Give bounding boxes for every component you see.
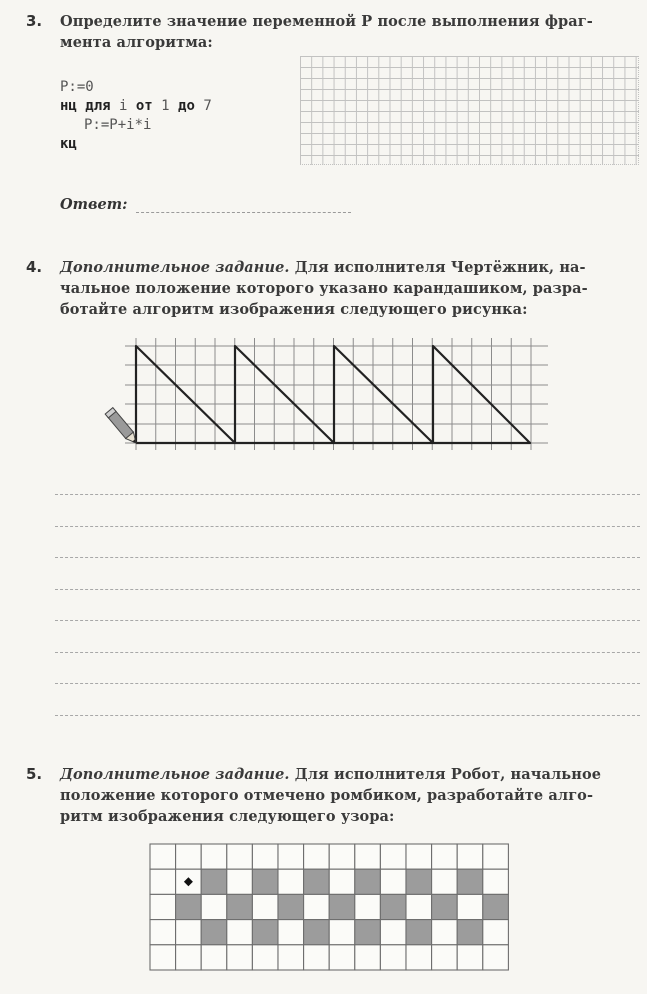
writing-line[interactable] (55, 589, 640, 590)
task-5-number: 5. (26, 765, 43, 783)
task-4-number: 4. (26, 258, 43, 276)
code-keyword-loop: нц для (60, 98, 111, 114)
grid-cell (252, 894, 278, 919)
grid-cell (227, 945, 253, 970)
grid-cell-shaded (457, 869, 483, 894)
writing-line[interactable] (55, 652, 640, 653)
grid-cell (457, 844, 483, 869)
grid-cell (150, 945, 176, 970)
grid-cell (278, 869, 304, 894)
grid-cell (201, 844, 227, 869)
grid-cell (457, 945, 483, 970)
writing-line[interactable] (55, 494, 640, 495)
task-5-line-1-rest: Для исполнителя Робот, начальное (289, 766, 602, 783)
grid-cell-shaded (432, 894, 458, 919)
grid-cell-shaded (355, 869, 381, 894)
task-5-line-2: положение которого отмечено ромбиком, разработайте алго- (60, 787, 594, 804)
grid-cell (380, 920, 406, 945)
task-5-label-additional: Дополнительное задание. (60, 766, 290, 783)
grid-cell (252, 945, 278, 970)
grid-cell (304, 894, 330, 919)
grid-cell-shaded (304, 920, 330, 945)
grid-cell (329, 945, 355, 970)
grid-cell (201, 894, 227, 919)
grid-cell-shaded (406, 869, 432, 894)
grid-cell (355, 844, 381, 869)
grid-cell (304, 945, 330, 970)
grid-cell (304, 844, 330, 869)
writing-line[interactable] (55, 715, 640, 716)
grid-cell-shaded (355, 920, 381, 945)
task-4-label-additional: Дополнительное задание. (60, 259, 290, 276)
task-3-line-2: мента алгоритма: (60, 34, 213, 51)
grid-cell (380, 844, 406, 869)
scratch-grid (300, 56, 639, 165)
grid-cell-shaded (227, 894, 253, 919)
code-line-1: P:=0 (60, 79, 94, 95)
task-4-figure (0, 330, 647, 470)
grid-cell (227, 869, 253, 894)
grid-cell-shaded (380, 894, 406, 919)
grid-cell-shaded (329, 894, 355, 919)
grid-cell (252, 844, 278, 869)
code-keyword-from: от (135, 98, 153, 114)
grid-cell (432, 869, 458, 894)
grid-cell (227, 844, 253, 869)
code-from-value: 1 (152, 98, 179, 114)
grid-cell (329, 844, 355, 869)
pencil-icon (105, 408, 140, 447)
grid-cell (201, 945, 227, 970)
answer-field[interactable] (136, 198, 351, 213)
grid-cell-shaded (252, 920, 278, 945)
grid-cell (150, 920, 176, 945)
task-4-line-2: чальное положение которого указано карандашиком, разра- (60, 280, 588, 297)
grid-cell (150, 844, 176, 869)
grid-cell (406, 945, 432, 970)
code-to-value: 7 (194, 98, 212, 114)
grid-cell (329, 869, 355, 894)
grid-cell (176, 844, 202, 869)
grid-cell (380, 869, 406, 894)
grid-cell (278, 844, 304, 869)
grid-cell-shaded (201, 920, 227, 945)
figure-grid (125, 338, 548, 450)
code-line-4: кц (60, 136, 77, 152)
writing-line[interactable] (55, 683, 640, 684)
grid-cell (278, 945, 304, 970)
task-4-line-1 (60, 257, 640, 278)
writing-line[interactable] (55, 557, 640, 558)
task-5-line-3: ритм изображения следующего узора: (60, 808, 395, 825)
grid-cell (227, 920, 253, 945)
grid-cell (483, 920, 509, 945)
grid-cell (457, 894, 483, 919)
code-var: i (110, 98, 136, 114)
grid-cell (432, 844, 458, 869)
grid-cell-shaded (176, 894, 202, 919)
grid-cell (278, 920, 304, 945)
code-line-2 (60, 97, 212, 116)
grid-cell (150, 869, 176, 894)
grid-cell (176, 920, 202, 945)
grid-cell-shaded (252, 869, 278, 894)
grid-cell (432, 920, 458, 945)
grid-cell (176, 945, 202, 970)
grid-cell (483, 869, 509, 894)
task-3-line-1: Определите значение переменной P после выполнения фраг- (60, 13, 593, 30)
grid-cell (329, 920, 355, 945)
task-4-line-3: ботайте алгоритм изображения следующего рисунка: (60, 301, 528, 318)
grid-cell (483, 844, 509, 869)
grid-cell-shaded (406, 920, 432, 945)
grid-cell (355, 945, 381, 970)
code-keyword-to: до (178, 98, 195, 114)
task-4-line-1-rest: Для исполнителя Чертёжник, на- (289, 259, 586, 276)
grid-cell (432, 945, 458, 970)
robot-pattern-grid (145, 840, 515, 972)
grid-cell-shaded (278, 894, 304, 919)
task-3-number: 3. (26, 12, 43, 30)
grid-cell (380, 945, 406, 970)
task-5-text (60, 764, 640, 827)
grid-cell (483, 945, 509, 970)
task-5-line-1 (60, 764, 640, 785)
grid-cell-shaded (483, 894, 509, 919)
answer-label: Ответ: (60, 196, 128, 213)
grid-cell (355, 894, 381, 919)
writing-line[interactable] (55, 620, 640, 621)
grid-cell (150, 894, 176, 919)
task-4-text (60, 257, 640, 320)
grid-cell-shaded (304, 869, 330, 894)
grid-cell-shaded (457, 920, 483, 945)
task-3-code (60, 78, 212, 154)
grid-cell (406, 844, 432, 869)
grid-cell (406, 894, 432, 919)
writing-line[interactable] (55, 526, 640, 527)
code-line-3: P:=P+i*i (84, 117, 152, 133)
task-3-text (60, 11, 640, 53)
grid-cell-shaded (201, 869, 227, 894)
